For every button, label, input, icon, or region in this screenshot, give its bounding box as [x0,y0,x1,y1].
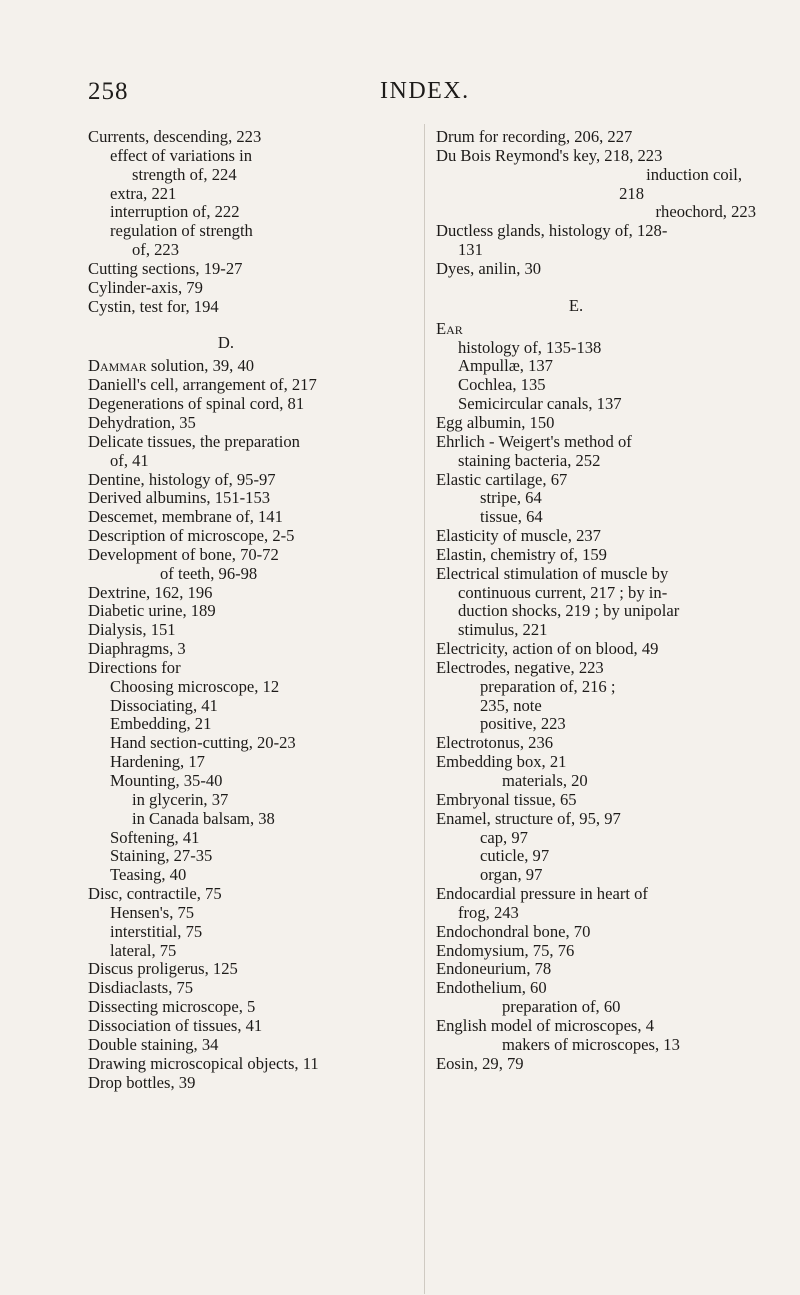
index-subentry: Embedding, 21 [110,714,212,734]
index-subentry: 218 [619,183,644,203]
index-subentry: effect of variations in [110,145,253,165]
index-entry: Electricity, action of on blood, 49 [436,639,659,659]
index-entry: Discus proligerus, 125 [88,959,238,979]
index-subentry: staining bacteria, 252 [458,450,601,470]
index-subentry: induction coil, [646,164,742,184]
index-subentry: cuticle, 97 [480,846,550,866]
index-entry: Egg albumin, 150 [436,412,555,432]
section-gap [436,279,756,297]
index-entry: Dehydration, 35 [88,412,196,432]
index-subentry: Choosing microscope, 12 [110,676,280,696]
index-entry: Description of microscope, 2-5 [88,526,295,546]
index-subentry: of, 41 [110,450,149,470]
index-entry: Elastin, chemistry of, 159 [436,544,607,564]
index-column-right [436,128,756,1074]
index-entry: Dissociation of tissues, 41 [88,1015,263,1035]
index-entry: Development of bone, 70-72 [88,544,279,564]
index-subentry: duction shocks, 219 ; by unipolar [458,601,680,621]
index-subentry: Dissociating, 41 [110,695,218,715]
index-entry: Embedding box, 21 [436,752,567,772]
index-entry: Dyes, anilin, 30 [436,258,542,278]
index-entry: Disc, contractile, 75 [88,884,222,904]
index-entry: Ehrlich - Weigert's method of [436,431,632,451]
index-entry: Ear [436,318,463,338]
index-entry: Enamel, structure of, 95, 97 [436,808,621,828]
index-subentry: histology of, 135-138 [458,337,602,357]
index-entry: Derived albumins, 151-153 [88,488,271,508]
index-subentry: of, 223 [132,240,180,260]
index-subentry: Teasing, 40 [110,865,187,885]
index-entry: Ductless glands, histology of, 128- [436,221,668,241]
section-letter: D. [217,333,235,353]
index-subentry: Hardening, 17 [110,752,205,772]
index-entry: English model of microscopes, 4 [436,1015,654,1035]
index-entry: Descemet, membrane of, 141 [88,507,283,527]
index-entry: Daniell's cell, arrangement of, 217 [88,375,317,395]
index-subentry: stimulus, 221 [458,620,548,640]
index-subentry: frog, 243 [458,902,519,922]
index-entry: Disdiaclasts, 75 [88,978,194,998]
index-entry: Eosin, 29, 79 [436,1053,524,1073]
index-entry: Electrotonus, 236 [436,733,554,753]
index-subentry: regulation of strength [110,221,253,241]
index-subentry: makers of microscopes, 13 [502,1034,680,1054]
index-subentry: 131 [458,240,483,260]
index-subentry: rheochord, 223 [655,202,756,222]
index-entry: Endoneurium, 78 [436,959,552,979]
index-entry: Du Bois Reymond's key, 218, 223 [436,145,663,165]
index-entry: Electrodes, negative, 223 [436,657,604,677]
index-subentry: tissue, 64 [480,507,543,527]
index-subentry: Cochlea, 135 [458,375,546,395]
index-entry: Drum for recording, 206, 227 [436,127,633,146]
index-subentry: interstitial, 75 [110,921,203,941]
index-subentry: materials, 20 [502,771,588,790]
index-subentry: interruption of, 222 [110,202,240,222]
index-entry: Diabetic urine, 189 [88,601,216,621]
index-entry: Drop bottles, 39 [88,1072,196,1092]
index-subentry: Staining, 27-35 [110,846,213,866]
index-subentry: in Canada balsam, 38 [132,808,275,828]
index-entry: Diaphragms, 3 [88,639,186,659]
index-entry: Directions for [88,657,181,677]
index-entry: Dextrine, 162, 196 [88,582,213,602]
index-subentry: preparation of, 216 ; [480,676,616,696]
index-entry: Electrical stimulation of muscle by [436,563,669,583]
index-entry: Cutting sections, 19-27 [88,258,243,278]
index-subentry: continuous current, 217 ; by in- [458,582,668,602]
index-entry: Endothelium, 60 [436,978,547,998]
index-subentry: Semicircular canals, 137 [458,394,622,414]
index-entry: Elastic cartilage, 67 [436,469,568,489]
index-entry: Dentine, histology of, 95-97 [88,469,276,489]
index-subentry: Ampullæ, 137 [458,356,553,376]
index-subentry: cap, 97 [480,827,528,847]
index-entry: Currents, descending, 223 [88,127,262,146]
index-entry: Drawing microscopical objects, 11 [88,1053,319,1073]
index-entry: Endochondral bone, 70 [436,921,591,941]
index-column-left [88,128,404,1092]
index-entry: Degenerations of spinal cord, 81 [88,394,305,414]
page-number: 258 [88,78,129,105]
index-entry: Elasticity of muscle, 237 [436,526,601,546]
index-subentry: extra, 221 [110,183,177,203]
index-entry: Dialysis, 151 [88,620,176,640]
index-subentry: Hensen's, 75 [110,902,195,922]
index-entry: Delicate tissues, the preparation [88,431,300,451]
index-entry: Double staining, 34 [88,1034,219,1054]
column-divider [424,124,425,1294]
index-subentry: Hand section-cutting, 20-23 [110,733,296,753]
running-head: INDEX. [380,78,470,104]
index-entry: Cystin, test for, 194 [88,296,219,316]
index-entry: Cylinder-axis, 79 [88,277,203,297]
index-entry: Dammar solution, 39, 40 [88,356,255,376]
index-subentry: stripe, 64 [480,488,542,508]
index-subentry: of teeth, 96-98 [160,563,258,583]
index-subentry: positive, 223 [480,714,566,734]
index-subentry: in glycerin, 37 [132,789,229,809]
index-entry: Dissecting microscope, 5 [88,997,256,1017]
index-subentry: preparation of, 60 [502,997,621,1017]
index-subentry: strength of, 224 [132,164,237,184]
page-header [0,78,800,108]
section-gap [88,316,404,334]
index-subentry: Mounting, 35-40 [110,771,223,790]
index-subentry: lateral, 75 [110,940,177,960]
index-entry: Endomysium, 75, 76 [436,940,575,960]
index-entry: Endocardial pressure in heart of [436,884,648,904]
index-subentry: Softening, 41 [110,827,200,847]
section-letter: E. [568,295,584,315]
index-subentry: 235, note [480,695,542,715]
index-subentry: organ, 97 [480,865,543,885]
index-entry: Embryonal tissue, 65 [436,789,577,809]
